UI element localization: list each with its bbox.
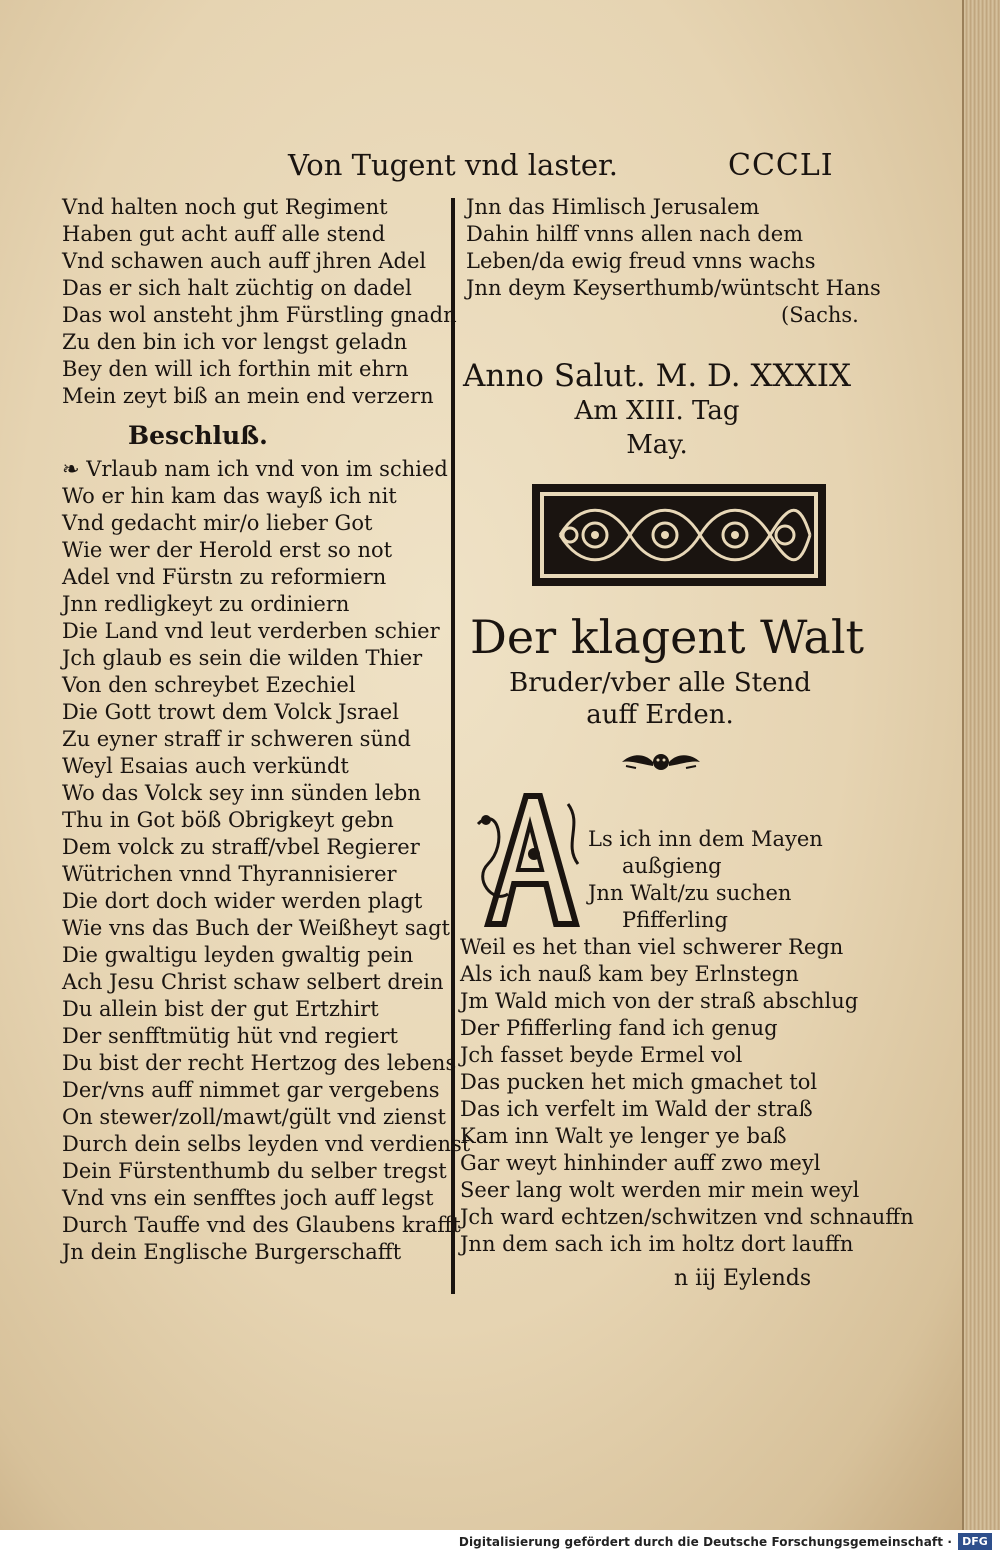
dfg-logo-icon: DFG	[958, 1533, 992, 1550]
text-line: Dahin hilff vnns allen nach dem	[466, 222, 804, 246]
running-title: Von Tugent vnd laster.	[288, 148, 618, 182]
text-line: Wütrichen vnnd Thyrannisierer	[62, 862, 397, 886]
text-line: Vnd vns ein senfftes joch auff legst	[62, 1186, 434, 1210]
right-column-top	[466, 194, 881, 329]
text-line: Durch dein selbs leyden vnd verdienst	[62, 1132, 471, 1156]
text-line: On stewer/zoll/mawt/gült vnd zienst	[62, 1105, 446, 1129]
poem-subtitle: Bruder/vber alle Stend	[509, 668, 811, 698]
page-edges	[962, 0, 1000, 1530]
text-line: Das pucken het mich gmachet tol	[460, 1070, 818, 1094]
cherub-ornament-icon	[616, 748, 706, 776]
text-line: Jnn deym Keyserthumb/wüntscht Hans	[466, 276, 881, 300]
text-line: Pfifferling	[622, 908, 728, 932]
text-line: Von den schreybet Ezechiel	[62, 673, 356, 697]
right-column-bottom	[460, 934, 914, 1258]
poem-title: Der klagent Walt	[470, 610, 865, 664]
text-line: außgieng	[622, 854, 722, 878]
text-line: Jnn Walt/zu suchen	[588, 881, 792, 905]
text-line: Jm Wald mich von der straß abschlug	[460, 989, 859, 1013]
text-line: Das wol ansteht jhm Fürstling gnadn	[62, 303, 457, 327]
section-heading: Beschluß.	[128, 421, 268, 450]
signature-catchword: n iij Eylends	[674, 1266, 812, 1291]
decorated-initial-icon	[468, 784, 588, 932]
text-line: Weil es het than viel schwerer Regn	[460, 935, 844, 959]
text-line: Jn dein Englische Burgerschafft	[62, 1240, 402, 1264]
text-line: Vnd gedacht mir/o lieber Got	[62, 511, 373, 535]
text-line: Wo er hin kam das wayß ich nit	[62, 484, 397, 508]
text-line: Gar weyt hinhinder auff zwo meyl	[460, 1151, 821, 1175]
text-line: Seer lang wolt werden mir mein weyl	[460, 1178, 860, 1202]
text-line: Dein Fürstenthumb du selber tregst	[62, 1159, 447, 1183]
text-line: Ls ich inn dem Mayen	[588, 827, 823, 851]
date-line: May.	[626, 430, 688, 460]
text-line: Jch glaub es sein die wilden Thier	[62, 646, 423, 670]
text-line: Wo das Volck sey inn sünden lebn	[62, 781, 421, 805]
poem-subtitle: auff Erden.	[586, 700, 734, 730]
text-line: Du allein bist der gut Ertzhirt	[62, 997, 379, 1021]
text-line: Der senfftmütig hüt vnd regiert	[62, 1024, 398, 1048]
text-line: Vnd halten noch gut Regiment	[62, 195, 388, 219]
folio-number: CCCLI	[728, 148, 834, 183]
text-line: Ach Jesu Christ schaw selbert drein	[62, 970, 444, 994]
text-line: Leben/da ewig freud vnns wachs	[466, 249, 816, 273]
text-line: Die Land vnd leut verderben schier	[62, 619, 440, 643]
text-line: Jch ward echtzen/schwitzen vnd schnauffn	[460, 1205, 914, 1229]
text-line: Adel vnd Fürstn zu reformiern	[62, 565, 387, 589]
text-line: Der/vns auff nimmet gar vergebens	[62, 1078, 440, 1102]
text-line: Die dort doch wider werden plagt	[62, 889, 423, 913]
text-line: Zu eyner straff ir schweren sünd	[62, 727, 411, 751]
text-line: Kam inn Walt ye lenger ye baß	[460, 1124, 787, 1148]
text-line: Jnn das Himlisch Jerusalem	[466, 195, 760, 219]
text-line: Wie wer der Herold erst so not	[62, 538, 393, 562]
text-line: Weyl Esaias auch verkündt	[62, 754, 349, 778]
text-line: Durch Tauffe vnd des Glaubens krafft	[62, 1213, 461, 1237]
text-line: Zu den bin ich vor lengst geladn	[62, 330, 408, 354]
text-line: ❧ Vrlaub nam ich vnd von im schied	[62, 457, 448, 481]
text-line: Jnn dem sach ich im holtz dort lauffn	[460, 1232, 854, 1256]
footer-credit: Digitalisierung gefördert durch die Deutsche Forschungsgemeinschaft ·	[458, 1535, 952, 1549]
left-column	[62, 194, 470, 1266]
ornament-woodcut-icon	[530, 482, 828, 588]
text-line: Die gwaltigu leyden gwaltig pein	[62, 943, 414, 967]
text-line: Thu in Got böß Obrigkeyt gebn	[62, 808, 394, 832]
text-line: Das er sich halt züchtig on dadel	[62, 276, 412, 300]
text-line: Vnd schawen auch auff jhren Adel	[62, 249, 427, 273]
text-line: Mein zeyt biß an mein end verzern	[62, 384, 434, 408]
text-line: Haben gut acht auff alle stend	[62, 222, 386, 246]
text-line: Bey den will ich forthin mit ehrn	[62, 357, 409, 381]
text-line: Jnn redligkeyt zu ordiniern	[62, 592, 350, 616]
date-line: Am XIII. Tag	[574, 396, 740, 426]
text-line: Wie vns das Buch der Weißheyt sagt	[62, 916, 450, 940]
text-line: Die Gott trowt dem Volck Jsrael	[62, 700, 399, 724]
text-line: Das ich verfelt im Wald der straß	[460, 1097, 813, 1121]
text-line: Als ich nauß kam bey Erlnstegn	[460, 962, 799, 986]
author-line: (Sachs.	[781, 303, 859, 327]
initial-paragraph	[588, 826, 823, 934]
date-block	[462, 358, 852, 462]
text-line: Jch fasset beyde Ermel vol	[460, 1043, 743, 1067]
text-line: Du bist der recht Hertzog des lebens	[62, 1051, 457, 1075]
text-line: Dem volck zu straff/vbel Regierer	[62, 835, 420, 859]
date-line: Anno Salut. M. D. XXXIX	[462, 358, 852, 394]
text-line: Der Pfifferling fand ich genug	[460, 1016, 778, 1040]
